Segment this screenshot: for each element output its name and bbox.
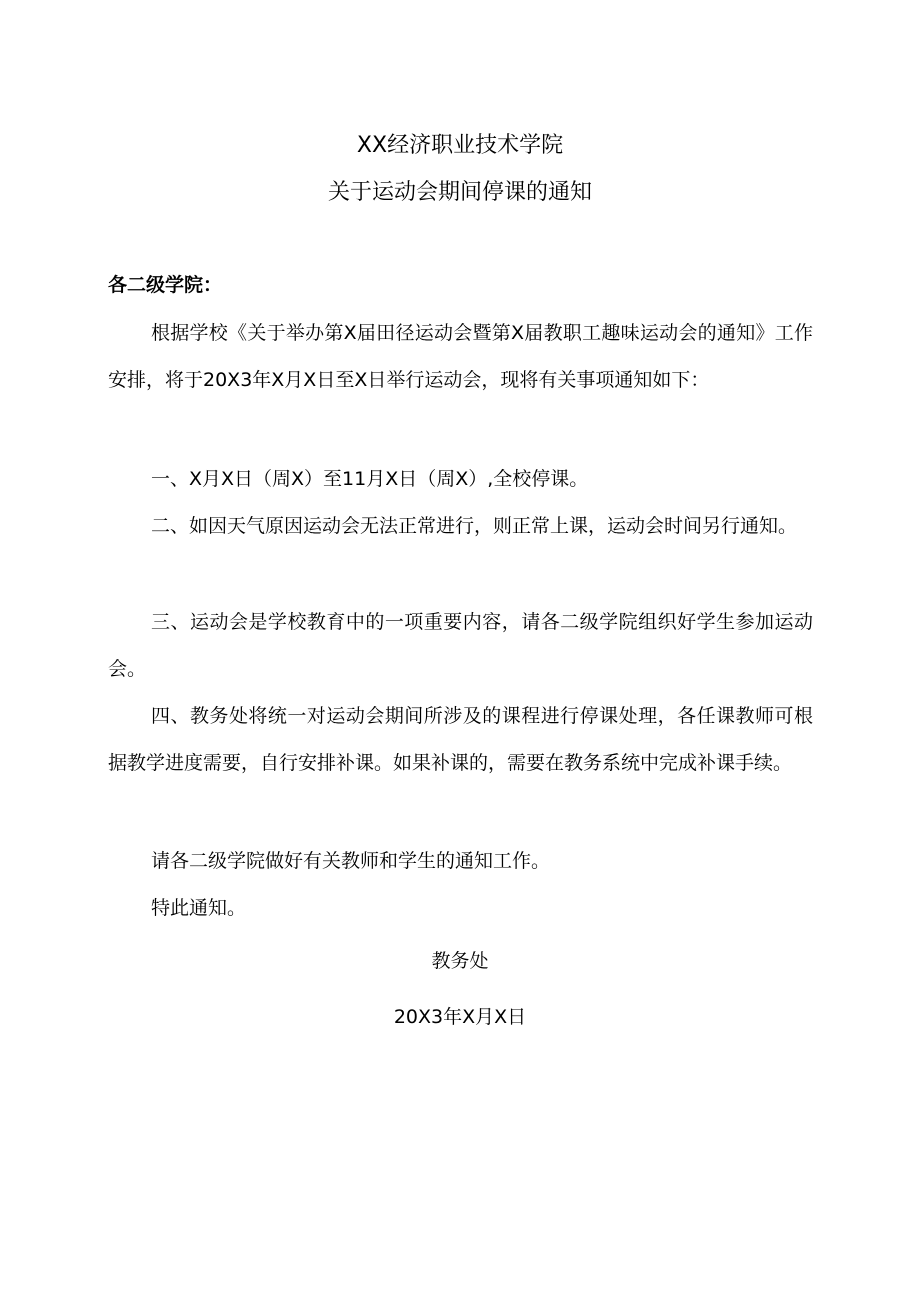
intro-paragraph: 根据学校《关于举办第X届田径运动会暨第X届教职工趣味运动会的通知》工作安排，将于20X3年X月X日至X日举行运动会，现将有关事项通知如下： bbox=[108, 322, 813, 391]
item-paragraph-3: 三、运动会是学校教育中的一项重要内容，请各二级学院组织好学生参加运动会。 bbox=[108, 611, 813, 680]
notice-title: 关于运动会期间停课的通知 bbox=[327, 180, 592, 205]
signature-department: 教务处 bbox=[431, 950, 489, 972]
item-paragraph-4: 四、教务处将统一对运动会期间所涉及的课程进行停课处理，各任课教师可根据教学进度需要，自行安排补课。如果补课的，需要在教务系统中完成补课手续。 bbox=[108, 705, 813, 774]
institution-title: XX经济职业技术学院 bbox=[356, 133, 564, 158]
salutation: 各二级学院： bbox=[108, 274, 223, 296]
signature-date: 20X3年X月X日 bbox=[393, 1006, 527, 1028]
closing-paragraph: 特此通知。 bbox=[151, 897, 247, 919]
closing-request-paragraph: 请各二级学院做好有关教师和学生的通知工作。 bbox=[151, 850, 551, 872]
item-paragraph-1: 一、X月X日（周X）至11月X日（周X）,全校停课。 bbox=[151, 468, 589, 490]
item-paragraph-2: 二、如因天气原因运动会无法正常进行，则正常上课，运动会时间另行通知。 bbox=[151, 515, 798, 537]
